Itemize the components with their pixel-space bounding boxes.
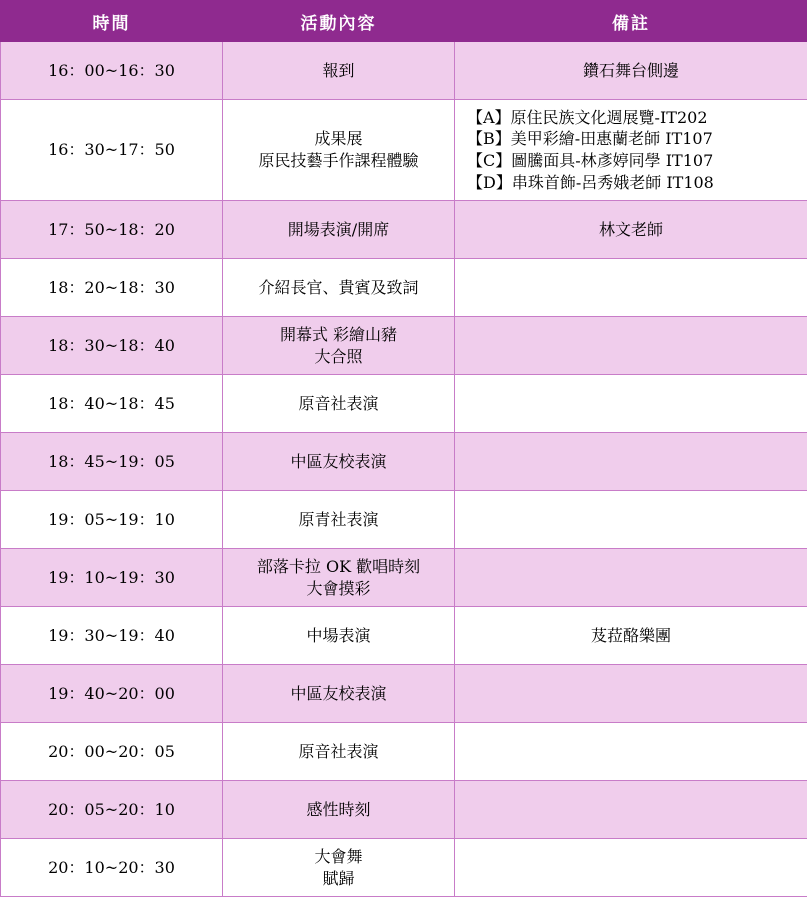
cell-time-line: 20：00~20：05 (7, 741, 216, 763)
cell-activity-line: 大合照 (229, 346, 448, 368)
cell-note (455, 491, 807, 549)
cell-note (455, 665, 807, 723)
cell-activity-line: 部落卡拉 OK 歡唱時刻 (229, 556, 448, 578)
cell-activity (223, 375, 455, 433)
cell-activity (223, 607, 455, 665)
cell-note (455, 259, 807, 317)
cell-activity-line: 原青社表演 (229, 509, 448, 531)
table-row (1, 201, 807, 259)
table-body (1, 42, 807, 897)
header-row (1, 1, 807, 42)
cell-note (455, 839, 807, 897)
cell-note (455, 317, 807, 375)
cell-time-line: 16：30~17：50 (7, 139, 216, 161)
cell-note (455, 42, 807, 100)
cell-activity-line: 賦歸 (229, 868, 448, 890)
cell-time-line: 18：45~19：05 (7, 451, 216, 473)
cell-time (1, 100, 223, 201)
cell-time (1, 549, 223, 607)
cell-activity-line: 開場表演/開席 (229, 219, 448, 241)
cell-activity-line: 介紹長官、貴賓及致詞 (229, 277, 448, 299)
table-row (1, 607, 807, 665)
cell-time (1, 259, 223, 317)
table-header (1, 1, 807, 42)
cell-time-line: 20：05~20：10 (7, 799, 216, 821)
table-row (1, 491, 807, 549)
table-row (1, 549, 807, 607)
cell-time (1, 723, 223, 781)
column-header-note: 備註 (455, 1, 807, 42)
cell-time (1, 433, 223, 491)
cell-activity-line: 大會摸彩 (229, 578, 448, 600)
cell-note (455, 723, 807, 781)
cell-time (1, 781, 223, 839)
cell-time-line: 19：05~19：10 (7, 509, 216, 531)
cell-activity-line: 報到 (229, 60, 448, 82)
cell-activity-line: 感性時刻 (229, 799, 448, 821)
column-header-activity: 活動內容 (223, 1, 455, 42)
cell-time (1, 491, 223, 549)
cell-activity-line: 成果展 (229, 128, 448, 150)
cell-activity-line: 原音社表演 (229, 741, 448, 763)
cell-activity-line: 原民技藝手作課程體驗 (229, 150, 448, 172)
table-row (1, 839, 807, 897)
cell-activity (223, 781, 455, 839)
cell-note-line: 【C】圖騰面具-林彥婷同學 IT107 (467, 150, 801, 172)
table-row (1, 317, 807, 375)
cell-activity-line: 開幕式 彩繪山豬 (229, 324, 448, 346)
cell-note (455, 201, 807, 259)
cell-activity (223, 665, 455, 723)
cell-note-line: 林文老師 (461, 219, 801, 241)
cell-note-line: 鑽石舞台側邊 (461, 60, 801, 82)
cell-time (1, 201, 223, 259)
cell-time-line: 19：10~19：30 (7, 567, 216, 589)
cell-time-line: 18：20~18：30 (7, 277, 216, 299)
cell-activity (223, 549, 455, 607)
cell-note (455, 375, 807, 433)
cell-activity-line: 原音社表演 (229, 393, 448, 415)
cell-activity-line: 大會舞 (229, 846, 448, 868)
cell-note (455, 549, 807, 607)
cell-time-line: 18：30~18：40 (7, 335, 216, 357)
cell-time-line: 20：10~20：30 (7, 857, 216, 879)
column-header-time: 時間 (1, 1, 223, 42)
cell-time-line: 19：40~20：00 (7, 683, 216, 705)
cell-activity-line: 中場表演 (229, 625, 448, 647)
cell-activity-line: 中區友校表演 (229, 451, 448, 473)
cell-note (455, 781, 807, 839)
cell-activity (223, 839, 455, 897)
table-row (1, 42, 807, 100)
cell-activity (223, 491, 455, 549)
cell-time (1, 607, 223, 665)
cell-note-line: 【A】原住民族文化週展覽-IT202 (467, 107, 801, 129)
cell-time-line: 18：40~18：45 (7, 393, 216, 415)
cell-note-line: 芨菈酪樂團 (461, 625, 801, 647)
cell-note (455, 433, 807, 491)
cell-time-line: 17：50~18：20 (7, 219, 216, 241)
table-row (1, 100, 807, 201)
table-row (1, 723, 807, 781)
cell-time (1, 317, 223, 375)
cell-activity-line: 中區友校表演 (229, 683, 448, 705)
cell-activity (223, 433, 455, 491)
cell-activity (223, 100, 455, 201)
cell-activity (223, 201, 455, 259)
cell-time-line: 16：00~16：30 (7, 60, 216, 82)
table-row (1, 375, 807, 433)
cell-activity (223, 723, 455, 781)
cell-activity (223, 317, 455, 375)
cell-time (1, 839, 223, 897)
cell-time (1, 375, 223, 433)
cell-time (1, 42, 223, 100)
table-row (1, 259, 807, 317)
cell-note (455, 607, 807, 665)
table-row (1, 781, 807, 839)
cell-note-line: 【D】串珠首飾-呂秀娥老師 IT108 (467, 172, 801, 194)
cell-time-line: 19：30~19：40 (7, 625, 216, 647)
cell-time (1, 665, 223, 723)
cell-activity (223, 42, 455, 100)
cell-activity (223, 259, 455, 317)
cell-note-line: 【B】美甲彩繪-田惠蘭老師 IT107 (467, 128, 801, 150)
table-row (1, 433, 807, 491)
cell-note (455, 100, 807, 201)
table-row (1, 665, 807, 723)
